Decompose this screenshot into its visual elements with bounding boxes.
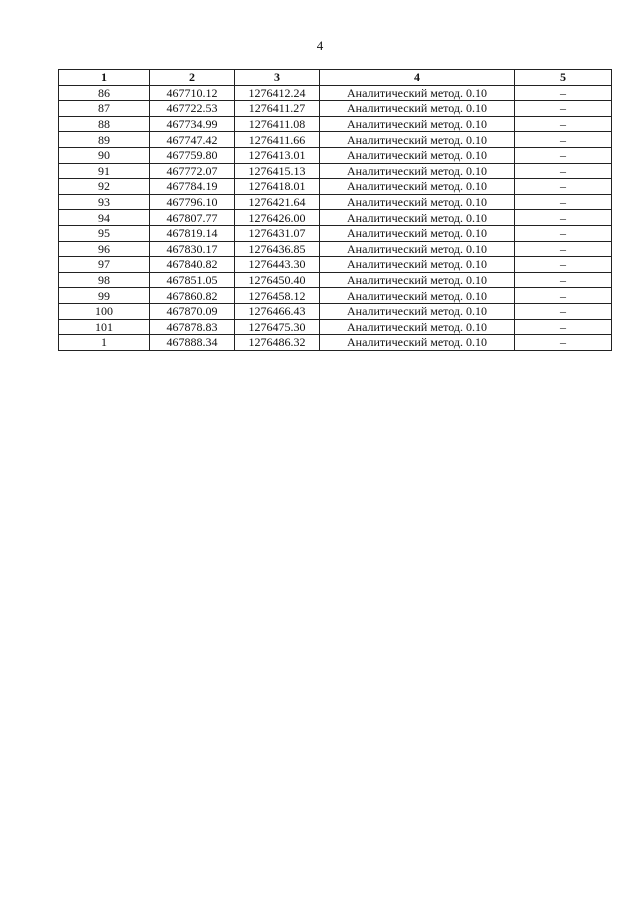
method-accuracy-cell: Аналитический метод. 0.10	[320, 257, 515, 273]
x-coordinate-cell: 467734.99	[150, 116, 235, 132]
table-row	[59, 179, 612, 195]
method-accuracy-cell: Аналитический метод. 0.10	[320, 101, 515, 117]
table-row	[59, 101, 612, 117]
table-row	[59, 132, 612, 148]
note-cell: –	[515, 303, 612, 319]
y-coordinate-cell: 1276411.08	[235, 116, 320, 132]
note-cell: –	[515, 85, 612, 101]
x-coordinate-cell: 467860.82	[150, 288, 235, 304]
point-number-cell: 97	[59, 257, 150, 273]
method-accuracy-cell: Аналитический метод. 0.10	[320, 194, 515, 210]
y-coordinate-cell: 1276411.27	[235, 101, 320, 117]
note-cell: –	[515, 335, 612, 351]
x-coordinate-cell: 467747.42	[150, 132, 235, 148]
point-number-cell: 90	[59, 147, 150, 163]
table-row	[59, 319, 612, 335]
table-row	[59, 303, 612, 319]
note-cell: –	[515, 147, 612, 163]
table-row	[59, 147, 612, 163]
point-number-cell: 1	[59, 335, 150, 351]
x-coordinate-cell: 467807.77	[150, 210, 235, 226]
method-accuracy-cell: Аналитический метод. 0.10	[320, 303, 515, 319]
y-coordinate-cell: 1276413.01	[235, 147, 320, 163]
method-accuracy-cell: Аналитический метод. 0.10	[320, 335, 515, 351]
y-coordinate-cell: 1276411.66	[235, 132, 320, 148]
x-coordinate-cell: 467851.05	[150, 272, 235, 288]
method-accuracy-cell: Аналитический метод. 0.10	[320, 272, 515, 288]
column-header: 2	[150, 70, 235, 86]
x-coordinate-cell: 467710.12	[150, 85, 235, 101]
point-number-cell: 99	[59, 288, 150, 304]
x-coordinate-cell: 467819.14	[150, 225, 235, 241]
method-accuracy-cell: Аналитический метод. 0.10	[320, 241, 515, 257]
column-header: 1	[59, 70, 150, 86]
method-accuracy-cell: Аналитический метод. 0.10	[320, 210, 515, 226]
note-cell: –	[515, 116, 612, 132]
point-number-cell: 100	[59, 303, 150, 319]
table-row	[59, 257, 612, 273]
note-cell: –	[515, 210, 612, 226]
note-cell: –	[515, 179, 612, 195]
x-coordinate-cell: 467870.09	[150, 303, 235, 319]
table-row	[59, 116, 612, 132]
x-coordinate-cell: 467888.34	[150, 335, 235, 351]
y-coordinate-cell: 1276436.85	[235, 241, 320, 257]
method-accuracy-cell: Аналитический метод. 0.10	[320, 288, 515, 304]
y-coordinate-cell: 1276475.30	[235, 319, 320, 335]
y-coordinate-cell: 1276412.24	[235, 85, 320, 101]
table-row	[59, 194, 612, 210]
y-coordinate-cell: 1276426.00	[235, 210, 320, 226]
coordinates-table	[58, 69, 612, 351]
method-accuracy-cell: Аналитический метод. 0.10	[320, 147, 515, 163]
x-coordinate-cell: 467772.07	[150, 163, 235, 179]
x-coordinate-cell: 467878.83	[150, 319, 235, 335]
note-cell: –	[515, 225, 612, 241]
point-number-cell: 94	[59, 210, 150, 226]
table-row	[59, 241, 612, 257]
y-coordinate-cell: 1276458.12	[235, 288, 320, 304]
x-coordinate-cell: 467830.17	[150, 241, 235, 257]
table-row	[59, 335, 612, 351]
x-coordinate-cell: 467784.19	[150, 179, 235, 195]
note-cell: –	[515, 194, 612, 210]
x-coordinate-cell: 467796.10	[150, 194, 235, 210]
y-coordinate-cell: 1276415.13	[235, 163, 320, 179]
table-row	[59, 210, 612, 226]
table-row	[59, 288, 612, 304]
method-accuracy-cell: Аналитический метод. 0.10	[320, 179, 515, 195]
method-accuracy-cell: Аналитический метод. 0.10	[320, 225, 515, 241]
page-number: 4	[316, 38, 324, 53]
table-row	[59, 163, 612, 179]
y-coordinate-cell: 1276421.64	[235, 194, 320, 210]
y-coordinate-cell: 1276443.30	[235, 257, 320, 273]
column-header: 5	[515, 70, 612, 86]
table-header	[59, 70, 612, 86]
y-coordinate-cell: 1276466.43	[235, 303, 320, 319]
note-cell: –	[515, 101, 612, 117]
method-accuracy-cell: Аналитический метод. 0.10	[320, 85, 515, 101]
method-accuracy-cell: Аналитический метод. 0.10	[320, 319, 515, 335]
column-header: 3	[235, 70, 320, 86]
table-row	[59, 225, 612, 241]
note-cell: –	[515, 163, 612, 179]
y-coordinate-cell: 1276486.32	[235, 335, 320, 351]
x-coordinate-cell: 467840.82	[150, 257, 235, 273]
method-accuracy-cell: Аналитический метод. 0.10	[320, 163, 515, 179]
note-cell: –	[515, 319, 612, 335]
point-number-cell: 87	[59, 101, 150, 117]
y-coordinate-cell: 1276450.40	[235, 272, 320, 288]
point-number-cell: 95	[59, 225, 150, 241]
point-number-cell: 92	[59, 179, 150, 195]
table-body	[59, 85, 612, 350]
x-coordinate-cell: 467759.80	[150, 147, 235, 163]
x-coordinate-cell: 467722.53	[150, 101, 235, 117]
note-cell: –	[515, 132, 612, 148]
point-number-cell: 101	[59, 319, 150, 335]
note-cell: –	[515, 288, 612, 304]
y-coordinate-cell: 1276418.01	[235, 179, 320, 195]
point-number-cell: 98	[59, 272, 150, 288]
note-cell: –	[515, 257, 612, 273]
column-header: 4	[320, 70, 515, 86]
point-number-cell: 88	[59, 116, 150, 132]
table-row	[59, 272, 612, 288]
y-coordinate-cell: 1276431.07	[235, 225, 320, 241]
point-number-cell: 91	[59, 163, 150, 179]
point-number-cell: 89	[59, 132, 150, 148]
point-number-cell: 86	[59, 85, 150, 101]
method-accuracy-cell: Аналитический метод. 0.10	[320, 116, 515, 132]
header-row	[59, 70, 612, 86]
point-number-cell: 93	[59, 194, 150, 210]
note-cell: –	[515, 272, 612, 288]
note-cell: –	[515, 241, 612, 257]
table-row	[59, 85, 612, 101]
point-number-cell: 96	[59, 241, 150, 257]
method-accuracy-cell: Аналитический метод. 0.10	[320, 132, 515, 148]
